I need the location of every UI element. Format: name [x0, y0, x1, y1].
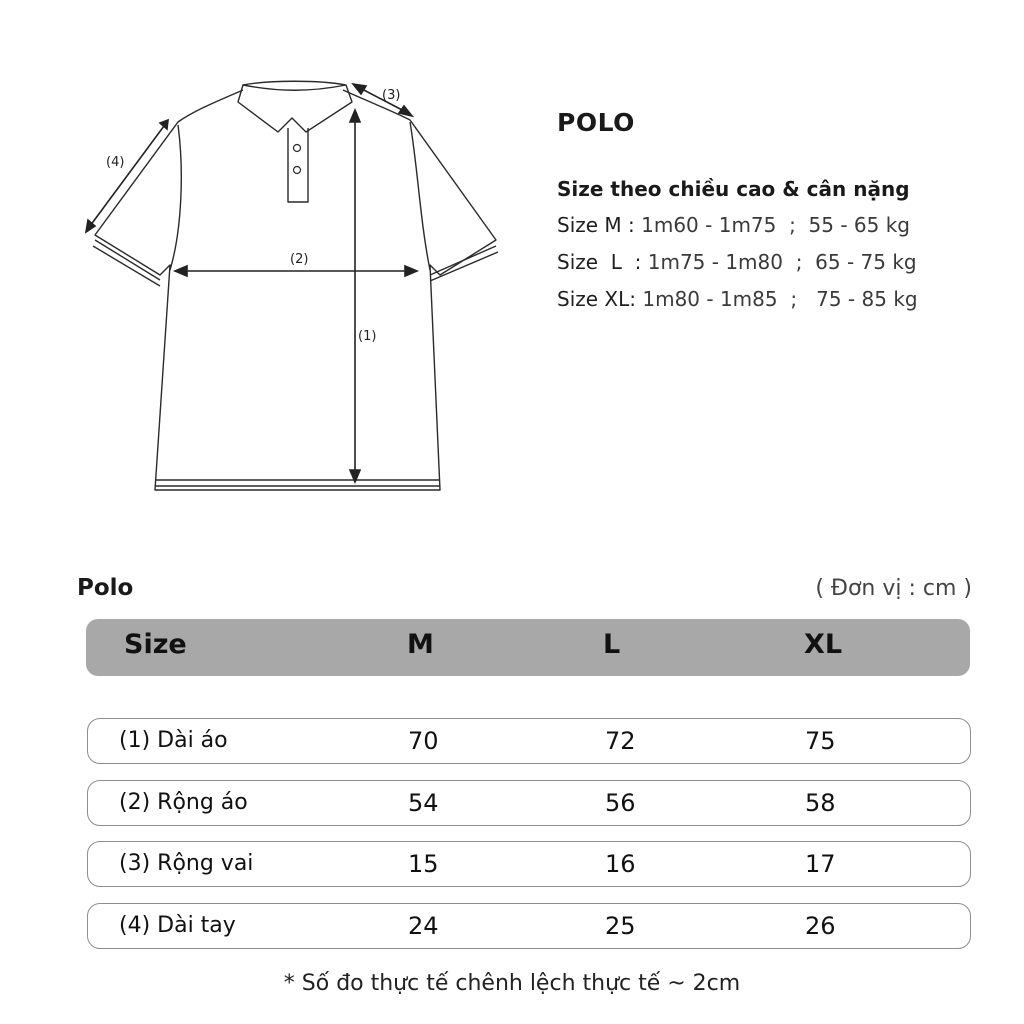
- label-2: (2): [290, 252, 309, 267]
- collar-outline: [238, 81, 352, 132]
- size-row-xl: [557, 287, 997, 311]
- cell-m: 70: [408, 727, 439, 755]
- cell-m: 24: [408, 912, 439, 940]
- size-guide-subtitle: Size theo chiều cao & cân nặng: [557, 177, 910, 201]
- shirt-body-outline: [95, 90, 496, 490]
- size-row-value: 1m80 - 1m85 ; 75 - 85 kg: [642, 287, 918, 311]
- row-label: (3) Rộng vai: [119, 851, 254, 876]
- size-info: [557, 108, 997, 324]
- size-row-label: Size XL:: [557, 287, 643, 311]
- table-row: [87, 718, 971, 764]
- label-1: (1): [358, 329, 377, 344]
- cell-l: 25: [605, 912, 636, 940]
- cell-xl: 58: [805, 789, 836, 817]
- table-header-row: [86, 619, 970, 676]
- cell-xl: 17: [805, 850, 836, 878]
- size-row-value: 1m75 - 1m80 ; 65 - 75 kg: [647, 250, 917, 274]
- size-row-value: 1m60 - 1m75 ; 55 - 65 kg: [641, 213, 911, 237]
- size-row-label: Size M :: [557, 213, 642, 237]
- row-label: (4) Dài tay: [119, 913, 236, 938]
- table-row: [87, 841, 971, 887]
- label-4: (4): [106, 155, 125, 170]
- table-row: [87, 780, 971, 826]
- row-label: (2) Rộng áo: [119, 790, 248, 815]
- footnote: * Số đo thực tế chênh lệch thực tế ~ 2cm: [283, 971, 741, 996]
- polo-shirt-diagram: [60, 70, 520, 520]
- size-row-m: [557, 213, 997, 237]
- header-m: M: [407, 629, 434, 660]
- header-xl: XL: [804, 629, 843, 660]
- size-row-label: Size L :: [557, 250, 648, 274]
- cell-xl: 26: [805, 912, 836, 940]
- label-3: (3): [382, 88, 401, 103]
- cell-xl: 75: [805, 727, 836, 755]
- table-title: Polo: [77, 575, 134, 601]
- header-size: Size: [124, 629, 187, 660]
- product-title: POLO: [557, 108, 635, 137]
- header-l: L: [603, 629, 621, 660]
- cell-l: 72: [605, 727, 636, 755]
- polo-shirt-illustration: [60, 70, 520, 520]
- cell-m: 54: [408, 789, 439, 817]
- unit-label: ( Đơn vị : cm ): [815, 576, 972, 601]
- cell-l: 16: [605, 850, 636, 878]
- cell-l: 56: [605, 789, 636, 817]
- row-label: (1) Dài áo: [119, 728, 228, 753]
- table-row: [87, 903, 971, 949]
- table-heading: [77, 573, 972, 613]
- size-row-l: [557, 250, 997, 274]
- cell-m: 15: [408, 850, 439, 878]
